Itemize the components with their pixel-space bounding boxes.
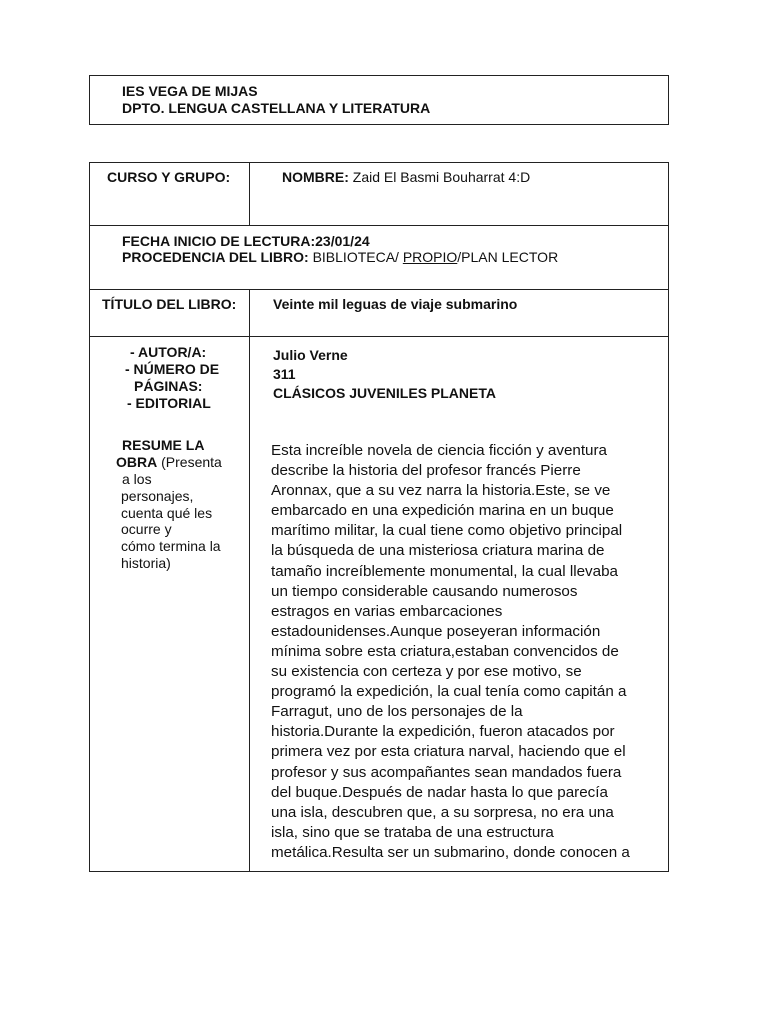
summary-line: marítimo militar, la cual tiene como objetivo principal — [271, 522, 623, 540]
paginas-value: 311 — [273, 366, 296, 382]
summary-line: estadounidenses.Aunque poseyeran información — [271, 622, 601, 640]
resume-hint-0: (Presenta — [157, 454, 222, 470]
summary-line: Esta increíble novela de ciencia ficción y aventura — [271, 442, 608, 459]
nombre-value: Zaid El Basmi Bouharrat 4:D — [352, 169, 531, 185]
summary-line: estragos en varias embarcaciones — [271, 602, 503, 620]
procedencia-field — [122, 249, 558, 266]
school-name: IES VEGA DE MIJAS — [122, 83, 258, 99]
summary-line: del buque.Después de nadar hasta lo que parecía — [271, 783, 608, 801]
summary-line: isla, sino que se trataba de una estructura — [271, 823, 554, 841]
resume-hint-lines — [121, 471, 221, 572]
editorial-value: CLÁSICOS JUVENILES PLANETA — [273, 385, 496, 401]
summary-line: la búsqueda de una misteriosa criatura marina de — [271, 542, 605, 560]
summary-line: historia.Durante la expedición, fueron atacados por — [271, 723, 615, 741]
summary-line: una isla, descubren que, a su sorpresa, no era una — [271, 803, 614, 821]
resume-hint-4: ocurre y — [121, 521, 172, 538]
summary-line: mínima sobre esta criatura,estaban convencidos de — [271, 642, 619, 660]
titulo-label: TÍTULO DEL LIBRO: — [102, 296, 237, 312]
paginas-label-2: PÁGINAS: — [134, 378, 203, 394]
summary-text[interactable] — [271, 441, 630, 863]
titulo-value: Veinte mil leguas de viaje submarino — [273, 296, 518, 312]
summary-line: profesor y sus acompañantes sean mandados fuera — [271, 763, 622, 781]
summary-line: Aronnax, que a su vez narra la historia.Este, se ve — [271, 482, 611, 500]
curso-label: CURSO Y GRUPO: — [107, 169, 231, 185]
resume-hint-2: personajes, — [121, 487, 194, 504]
summary-line: tamaño increíblemente monumental, la cual llevaba — [271, 562, 618, 580]
col-divider-top — [249, 162, 250, 225]
row-divider-1 — [89, 225, 669, 226]
nombre-label: NOMBRE: — [282, 169, 349, 185]
autor-label: - AUTOR/A: — [130, 344, 207, 360]
resume-hint-6: historia) — [121, 554, 171, 571]
department-name: DPTO. LENGUA CASTELLANA Y LITERATURA — [122, 100, 431, 116]
summary-line: su existencia con certeza y por ese motivo, se — [271, 663, 582, 681]
resume-hint-3: cuenta qué les — [121, 504, 213, 521]
procedencia-plan-lector: /PLAN LECTOR — [457, 249, 559, 265]
resume-hint-1: a los — [122, 471, 152, 487]
autor-value: Julio Verne — [273, 347, 348, 363]
paginas-label-1: - NÚMERO DE — [125, 361, 220, 377]
procedencia-label: PROCEDENCIA DEL LIBRO: — [122, 249, 309, 265]
row-divider-3 — [89, 336, 669, 337]
summary-line: Farragut, uno de los personajes de la — [271, 703, 523, 721]
procedencia-biblioteca: BIBLIOTECA/ — [312, 249, 403, 265]
summary-line: describe la historia del profesor francés Pierre — [271, 462, 581, 480]
resume-hint-5: cómo termina la — [121, 538, 221, 555]
resume-label-2: OBRA — [116, 454, 158, 470]
summary-line: primera vez por esta criatura narval, haciendo que el — [271, 743, 626, 761]
summary-line: metálica.Resulta ser un submarino, donde conocen a — [271, 843, 630, 861]
resume-hint-first — [116, 454, 222, 471]
nombre-field[interactable] — [282, 169, 530, 186]
resume-label-1: RESUME LA — [122, 437, 205, 453]
procedencia-propio: PROPIO — [402, 249, 458, 265]
summary-line: programó la expedición, la cual tenía como capitán a — [271, 683, 627, 701]
col-divider-bottom — [249, 289, 250, 872]
summary-line: embarcado en una expedición marina en un buque — [271, 502, 614, 520]
summary-line: un tiempo considerable causando numerosos — [271, 582, 578, 600]
fecha-label: FECHA INICIO DE LECTURA:23/01/24 — [122, 233, 370, 249]
row-divider-2 — [89, 289, 669, 290]
editorial-label: - EDITORIAL — [127, 395, 211, 411]
